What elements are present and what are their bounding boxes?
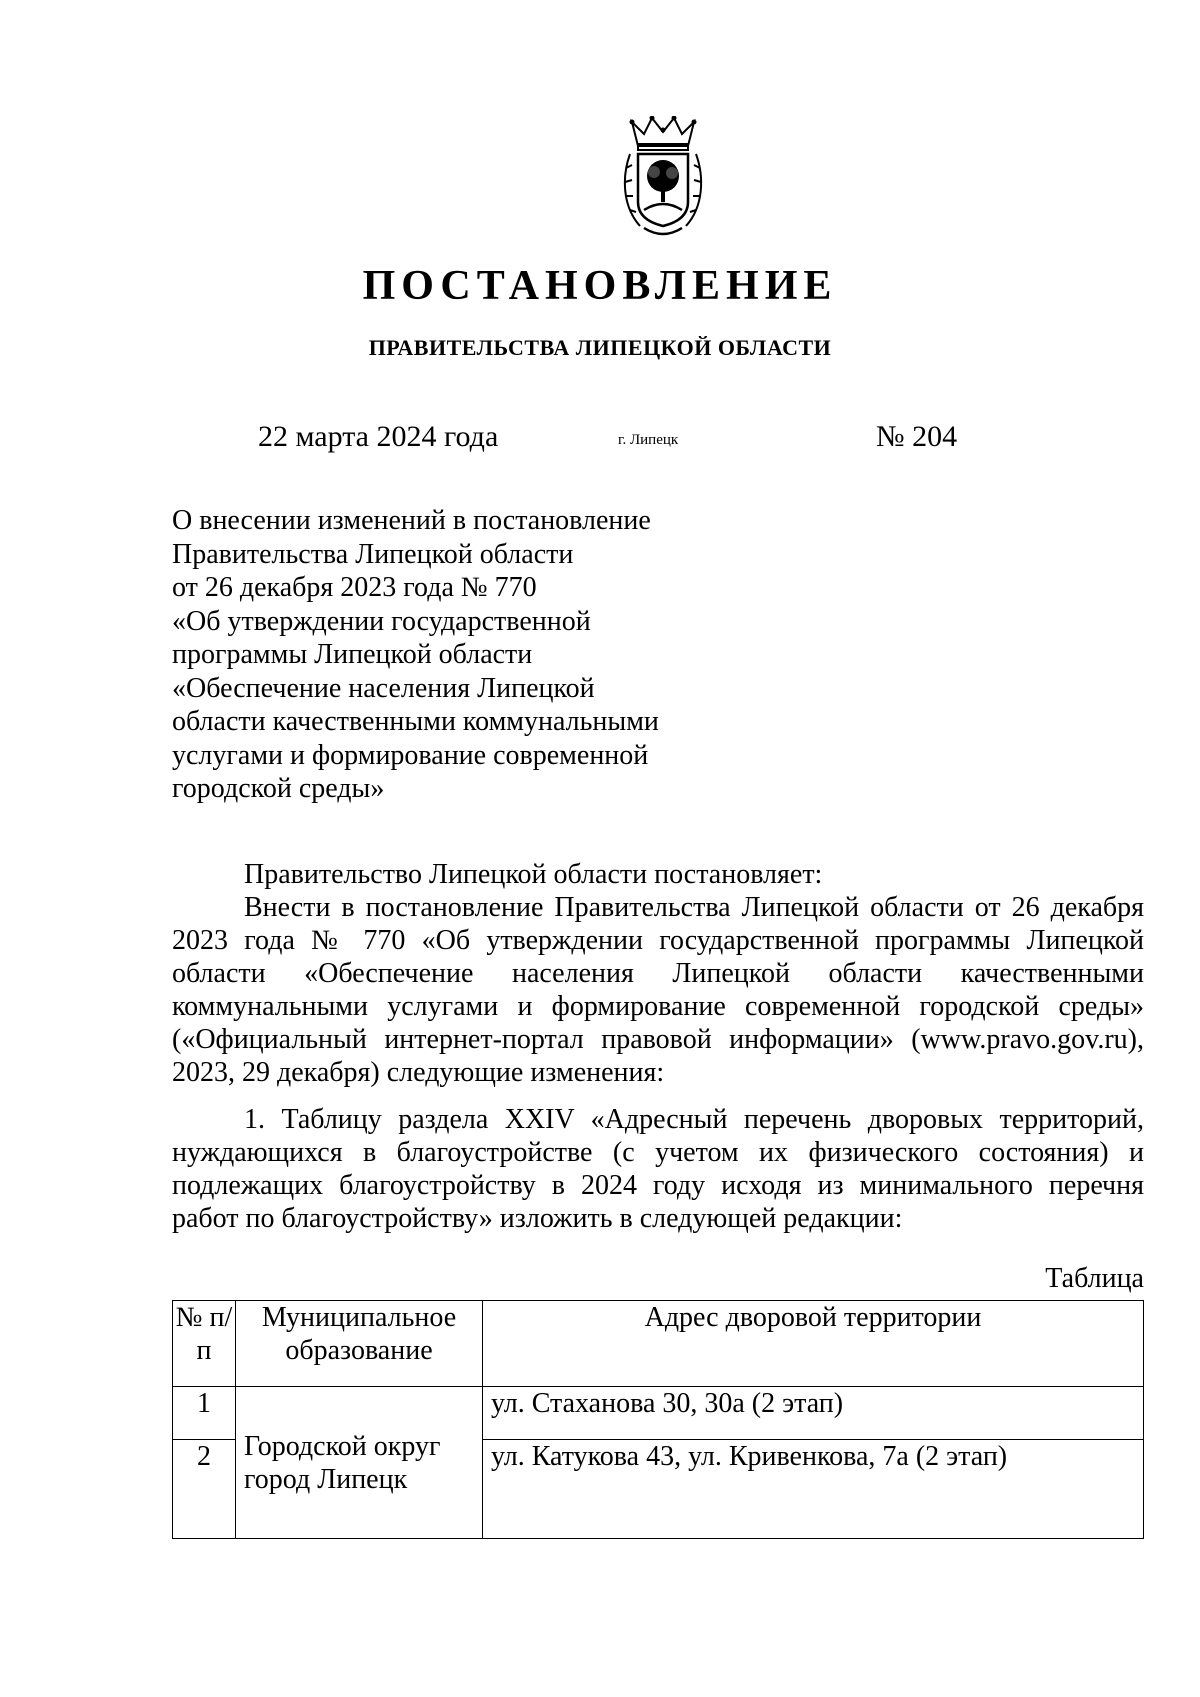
heading-line: «Об утверждении государственной	[172, 605, 591, 637]
heading-line: от 26 декабря 2023 года № 770	[172, 572, 537, 603]
row-address: ул. Катукова 43, ул. Кривенкова, 7а (2 этап)	[483, 1440, 1144, 1539]
body-paragraph-decree: Правительство Липецкой области постановляет:	[244, 859, 823, 890]
row-address: ул. Стаханова 30, 30а (2 этап)	[483, 1387, 1144, 1440]
body-paragraph-amendment: Внести в постановление Правительства Липецкой области от 26 декабря 2023 года № 770 «Об утверждении государственной программы Липецкой области «Обеспечение населения Липецкой области качественными коммунальными услугами и формирование современной городской среды» («Официальный интернет-портал правовой информации» (www.pravo.gov.ru), 2023, 29 декабря) следующие изменения:	[172, 892, 1144, 1088]
table-caption: Таблица	[1045, 1263, 1144, 1294]
body-paragraph-table-intro: 1. Таблицу раздела XXIV «Адресный перечень дворовых территорий, нуждающихся в благоустройстве (с учетом их физического состояния) и подлежащих благоустройству в 2024 году исходя из минимального перечня работ по благоустройству» изложить в следующей редакции:	[172, 1104, 1144, 1234]
heading-line: «Обеспечение населения Липецкой	[172, 672, 595, 704]
table-row	[173, 1387, 1144, 1440]
heading-line: Правительства Липецкой области	[172, 538, 574, 570]
document-title: ПОСТАНОВЛЕНИЕ	[362, 263, 838, 309]
document-subtitle: ПРАВИТЕЛЬСТВА ЛИПЕЦКОЙ ОБЛАСТИ	[368, 335, 832, 360]
lipetsk-coat-of-arms-icon	[618, 116, 708, 242]
document-date: 22 марта 2024 года	[258, 420, 499, 453]
document-number: № 204	[876, 420, 958, 453]
row-num: 2	[173, 1440, 236, 1539]
document-heading	[172, 504, 712, 806]
header-municipality: Муниципальное образование	[236, 1301, 483, 1387]
header-num: № п/п	[173, 1301, 236, 1387]
heading-line: О внесении изменений в постановление	[172, 505, 651, 536]
header-address: Адрес дворовой территории	[483, 1301, 1144, 1387]
table-header-row	[173, 1301, 1144, 1387]
heading-line: программы Липецкой области	[172, 639, 533, 670]
heading-line: городской среды»	[172, 773, 385, 804]
address-table	[172, 1300, 1144, 1539]
document-city: г. Липецк	[618, 432, 679, 448]
row-num: 1	[173, 1387, 236, 1440]
heading-line: области качественными коммунальными	[172, 706, 659, 737]
municipality-cell: Городской округ город Липецк	[236, 1387, 483, 1539]
heading-line: услугами и формирование современной	[172, 739, 649, 771]
